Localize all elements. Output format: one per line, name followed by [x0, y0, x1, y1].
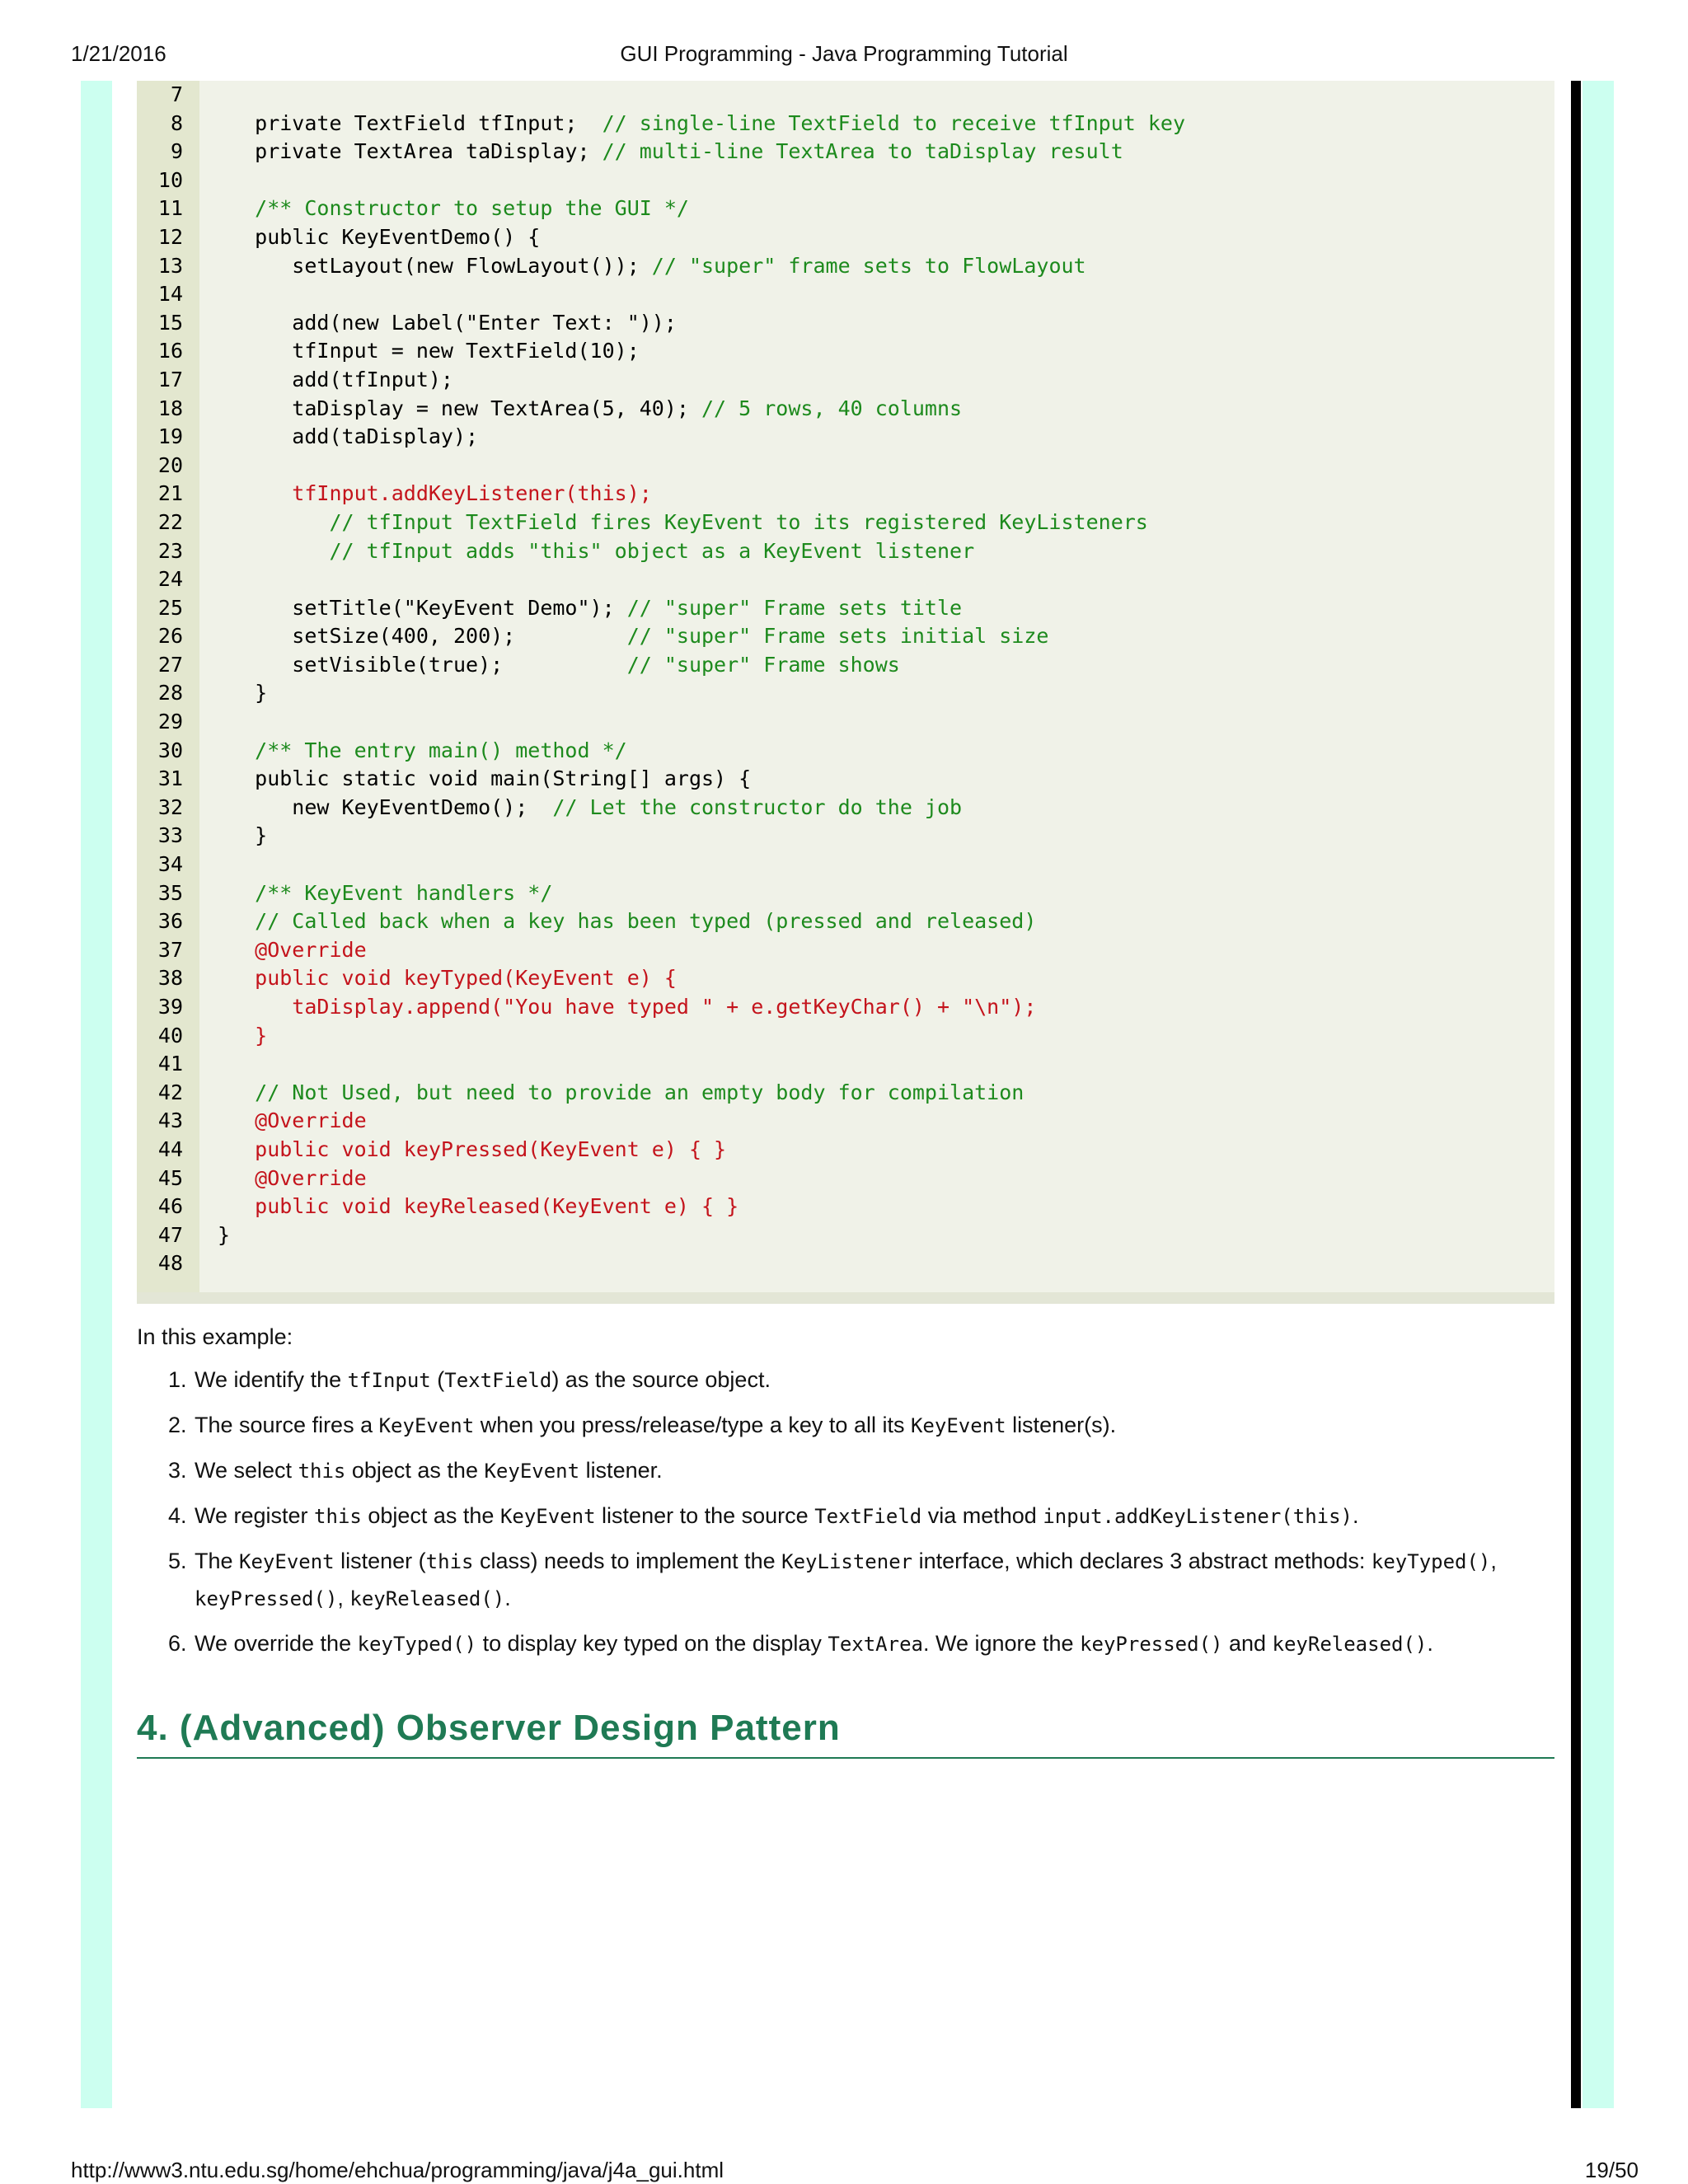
step-text: We override the	[195, 1631, 358, 1656]
inline-code: this	[425, 1550, 474, 1573]
code-token: add(new Label("Enter Text: "));	[218, 310, 677, 335]
code-text	[218, 480, 652, 509]
step-text: interface, which declares 3 abstract methods:	[912, 1549, 1372, 1573]
code-comment: // "super" Frame shows	[626, 652, 900, 677]
line-number: 14	[157, 282, 183, 307]
step-text: to display key typed on the display	[476, 1631, 828, 1656]
step-text: ) as the source object.	[551, 1367, 771, 1392]
code-highlight: public void keyTyped(KeyEvent e) {	[218, 966, 677, 991]
inline-code: KeyEvent	[484, 1460, 580, 1483]
code-highlight: @Override	[218, 1165, 367, 1190]
code-text	[218, 1107, 367, 1136]
step-text: listener(s).	[1006, 1413, 1117, 1437]
inline-code: keyPressed()	[195, 1587, 338, 1610]
code-token: private TextArea taDisplay;	[218, 139, 603, 164]
line-number: 43	[157, 1108, 183, 1133]
code-text	[218, 651, 900, 680]
line-number: 33	[157, 823, 183, 848]
code-text	[218, 936, 367, 965]
inline-code: KeyEvent	[378, 1414, 475, 1437]
code-token: add(tfInput);	[218, 367, 453, 391]
step-text: listener.	[579, 1458, 663, 1483]
code-highlight: tfInput.addKeyListener(this);	[218, 481, 652, 506]
code-comment: // Let the constructor do the job	[552, 794, 963, 819]
step-text: The source fires a	[195, 1413, 379, 1437]
document-title: GUI Programming - Java Programming Tutorial	[620, 41, 1068, 66]
code-highlight: public void keyPressed(KeyEvent e) { }	[218, 1137, 727, 1161]
inline-code: keyTyped()	[1371, 1550, 1491, 1573]
intro-text: In this example:	[137, 1324, 293, 1349]
code-text	[218, 1193, 738, 1221]
code-text	[218, 1136, 726, 1165]
code-listing	[137, 81, 1554, 1304]
inline-code: keyPressed()	[1080, 1633, 1223, 1656]
line-number: 28	[157, 681, 183, 705]
steps-list	[137, 1361, 1554, 1662]
code-token: new KeyEventDemo();	[218, 794, 553, 819]
code-text	[218, 194, 689, 223]
explanation	[137, 1319, 1554, 1671]
step-item	[193, 1361, 1554, 1399]
code-token: setVisible(true);	[218, 652, 627, 677]
code-listing-footer	[137, 1292, 1554, 1304]
line-number: 48	[157, 1251, 183, 1276]
left-margin-band	[81, 81, 112, 2108]
step-text: We register	[195, 1503, 315, 1528]
line-number: 30	[157, 738, 183, 762]
line-number: 46	[157, 1194, 183, 1219]
section-title: 4. (Advanced) Observer Design Pattern	[137, 1708, 841, 1748]
code-comment: /** The entry main() method */	[218, 738, 627, 762]
code-token: }	[218, 823, 268, 848]
line-number: 26	[157, 624, 183, 649]
code-text	[218, 110, 1185, 138]
line-number: 17	[157, 367, 183, 391]
line-number: 42	[157, 1080, 183, 1104]
code-text	[218, 223, 540, 252]
code-token: public static void main(String[] args) {	[218, 766, 752, 791]
code-comment: // tfInput TextField fires KeyEvent to its registered KeyListeners	[218, 509, 1148, 534]
code-text	[218, 622, 1048, 651]
code-text	[218, 509, 1148, 537]
line-number: 19	[157, 424, 183, 449]
inline-code: TextField	[814, 1505, 922, 1528]
line-number: 11	[157, 196, 183, 221]
code-text	[218, 1022, 267, 1051]
code-highlight: public void keyReleased(KeyEvent e) { }	[218, 1194, 739, 1219]
code-text	[218, 679, 267, 708]
step-text: listener (	[334, 1549, 426, 1573]
line-number: 47	[157, 1222, 183, 1247]
line-number: 32	[157, 794, 183, 819]
line-number: 37	[157, 937, 183, 962]
inline-code: KeyEvent	[239, 1550, 335, 1573]
code-text	[218, 993, 1036, 1022]
code-comment: // multi-line TextArea to taDisplay result	[602, 139, 1123, 164]
step-item	[193, 1407, 1554, 1444]
inline-code: input.addKeyListener(this)	[1043, 1505, 1353, 1528]
inline-code: this	[314, 1505, 362, 1528]
inline-code: this	[298, 1460, 346, 1483]
line-number: 7	[170, 82, 183, 106]
line-number: 20	[157, 452, 183, 477]
inline-code: KeyListener	[781, 1550, 913, 1573]
code-text	[218, 252, 1086, 281]
code-highlight: taDisplay.append("You have typed " + e.getKeyChar() + "\n");	[218, 995, 1037, 1019]
inline-code: tfInput	[347, 1369, 431, 1392]
inline-code: keyReleased()	[1272, 1633, 1428, 1656]
right-scrollbar-edge	[1571, 81, 1581, 2108]
code-token: public KeyEventDemo() {	[218, 224, 541, 249]
code-comment: // "super" Frame sets initial size	[626, 624, 1049, 649]
code-text	[218, 822, 267, 851]
code-text	[218, 537, 974, 566]
line-number: 22	[157, 509, 183, 534]
code-token: setTitle("KeyEvent Demo");	[218, 595, 627, 620]
line-number: 40	[157, 1023, 183, 1047]
code-text	[218, 309, 677, 338]
line-number: 34	[157, 852, 183, 877]
line-number: 27	[157, 652, 183, 677]
code-text	[218, 964, 677, 993]
line-number: 18	[157, 396, 183, 420]
code-text	[218, 907, 1036, 936]
step-text: The	[195, 1549, 240, 1573]
code-token: tfInput = new TextField(10);	[218, 339, 640, 363]
code-token: }	[218, 1222, 231, 1247]
line-number: 10	[157, 167, 183, 192]
step-text: class) needs to implement the	[473, 1549, 782, 1573]
line-number: 35	[157, 880, 183, 905]
line-number: 16	[157, 339, 183, 363]
print-date: 1/21/2016	[71, 41, 166, 66]
line-number: 41	[157, 1052, 183, 1076]
inline-code: KeyEvent	[499, 1505, 596, 1528]
code-token: setSize(400, 200);	[218, 624, 627, 649]
code-comment: /** KeyEvent handlers */	[218, 880, 553, 905]
code-text	[218, 366, 453, 395]
code-comment: // tfInput adds "this" object as a KeyEvent listener	[218, 538, 975, 563]
code-comment: // "super" frame sets to FlowLayout	[651, 253, 1086, 278]
code-text	[218, 1221, 230, 1250]
step-text: object as the	[361, 1503, 500, 1528]
step-text: . We ignore the	[922, 1631, 1081, 1656]
code-comment: /** Constructor to setup the GUI */	[218, 196, 689, 221]
code-highlight: }	[218, 1023, 268, 1047]
line-number: 38	[157, 966, 183, 991]
section-heading	[137, 1708, 1554, 1759]
step-text: listener to the source	[595, 1503, 815, 1528]
code-text	[218, 423, 478, 452]
step-item	[193, 1452, 1554, 1489]
inline-code: keyTyped()	[357, 1633, 477, 1656]
line-number: 15	[157, 310, 183, 335]
code-text	[218, 1079, 1024, 1108]
line-number: 45	[157, 1165, 183, 1190]
line-number: 9	[170, 139, 183, 164]
line-number: 25	[157, 595, 183, 620]
line-number: 44	[157, 1137, 183, 1161]
code-text	[218, 395, 962, 424]
inline-code: KeyEvent	[910, 1414, 1006, 1437]
inline-code: TextField	[444, 1369, 552, 1392]
code-token: }	[218, 681, 268, 705]
code-token: setLayout(new FlowLayout());	[218, 253, 652, 278]
line-number: 13	[157, 253, 183, 278]
step-text: .	[1353, 1503, 1359, 1528]
step-text: We select	[195, 1458, 298, 1483]
code-text	[218, 794, 962, 823]
step-text: object as the	[345, 1458, 485, 1483]
code-text	[218, 765, 751, 794]
code-token: add(taDisplay);	[218, 424, 479, 449]
inline-code: TextArea	[828, 1633, 923, 1656]
step-text: via method	[921, 1503, 1043, 1528]
line-number: 23	[157, 538, 183, 563]
code-text	[218, 1165, 367, 1193]
code-highlight: @Override	[218, 1108, 367, 1133]
page-number: 19/50	[1584, 2158, 1639, 2182]
step-text: ,	[1490, 1549, 1497, 1573]
line-number: 36	[157, 909, 183, 934]
line-number: 24	[157, 567, 183, 592]
inline-code: keyReleased()	[349, 1587, 505, 1610]
line-number: 29	[157, 710, 183, 734]
code-text	[218, 337, 640, 366]
line-number: 21	[157, 481, 183, 506]
code-comment: // Not Used, but need to provide an empty body for compilation	[218, 1080, 1025, 1104]
code-comment: // single-line TextField to receive tfInput key	[602, 110, 1186, 135]
code-token: private TextField tfInput;	[218, 110, 603, 135]
code-token: taDisplay = new TextArea(5, 40);	[218, 396, 701, 420]
line-number: 8	[170, 110, 183, 135]
step-text: (	[430, 1367, 445, 1392]
right-margin-band	[1582, 81, 1614, 2108]
step-text: ,	[337, 1586, 350, 1610]
code-text	[218, 594, 962, 623]
step-text: We identify the	[195, 1367, 348, 1392]
step-item	[193, 1497, 1554, 1535]
step-text: .	[504, 1586, 511, 1610]
code-highlight: @Override	[218, 937, 367, 962]
step-text: .	[1427, 1631, 1433, 1656]
line-number: 31	[157, 766, 183, 791]
step-item	[193, 1625, 1554, 1662]
code-comment: // Called back when a key has been typed (pressed and released)	[218, 909, 1037, 934]
line-number: 39	[157, 995, 183, 1019]
code-text	[218, 737, 627, 766]
step-text: when you press/release/type a key to all its	[474, 1413, 911, 1437]
step-item	[193, 1543, 1554, 1617]
code-text	[218, 138, 1123, 166]
code-comment: // 5 rows, 40 columns	[701, 396, 963, 420]
code-text	[218, 879, 552, 908]
line-number: 12	[157, 224, 183, 249]
footer-url: http://www3.ntu.edu.sg/home/ehchua/programming/java/j4a_gui.html	[71, 2158, 724, 2182]
code-comment: // "super" Frame sets title	[626, 595, 963, 620]
step-text: and	[1222, 1631, 1273, 1656]
